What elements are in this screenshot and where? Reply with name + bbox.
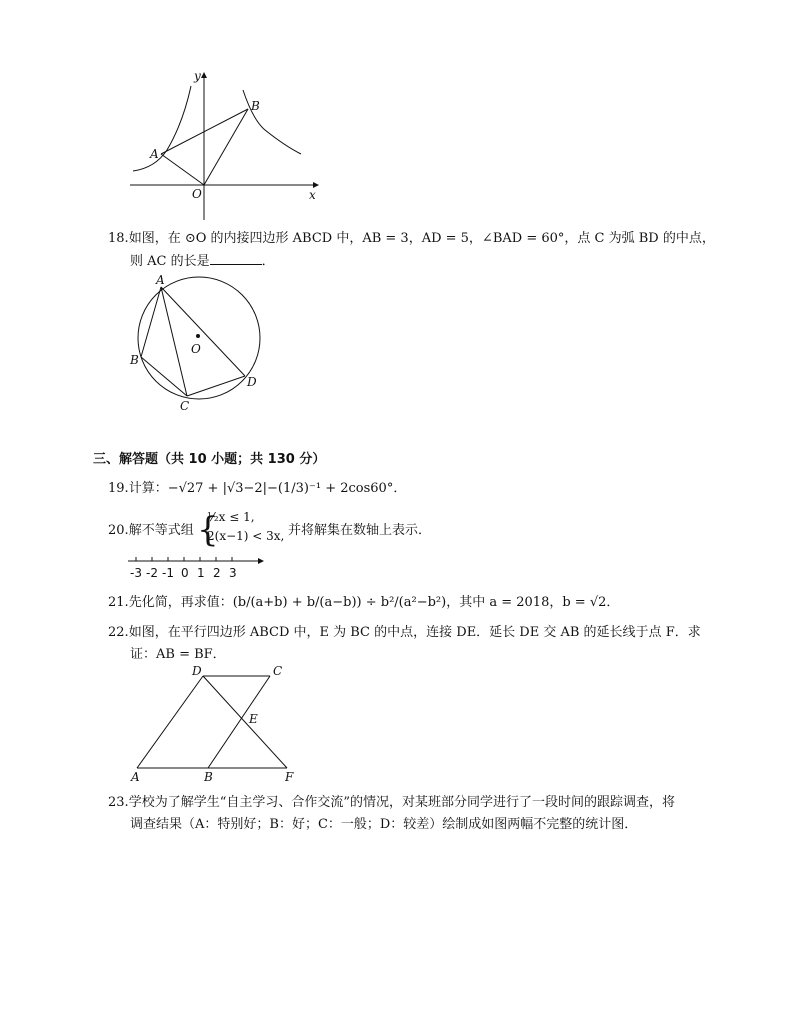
section-3-title: 三、解答题（共 10 小题；共 130 分） — [93, 452, 326, 467]
q20-inequality-2: 2(x−1) < 3x, — [207, 529, 285, 543]
label-A: A — [131, 770, 140, 784]
label-F: F — [285, 770, 294, 784]
q18-figure — [125, 272, 275, 414]
segment-AD — [137, 676, 203, 768]
number-line-tick-label: 0 — [181, 566, 189, 580]
q18-text-line1: 如图，在 ⊙O 的内接四边形 ABCD 中，AB = 3，AD = 5，∠BAD = 60°，点 C 为弧 BD 的中点， — [128, 231, 715, 246]
segment-AC — [161, 287, 187, 396]
number-line-tick-label: 3 — [229, 566, 237, 580]
q23-number: 23. — [108, 795, 129, 810]
q21-text: 先化简，再求值：(b/(a+b) + b/(a−b)) ÷ b²/(a²−b²)，其中 a = 2018，b = √2． — [128, 595, 620, 610]
number-line-tick-label: 2 — [213, 566, 221, 580]
number-line-tick-label: -2 — [146, 566, 158, 580]
segment-BC — [141, 357, 187, 396]
q19-text: 计算：−√27 + |√3−2|−(1/3)⁻¹ + 2cos60°． — [128, 481, 407, 496]
circle-O — [138, 277, 260, 399]
label-B: B — [204, 770, 213, 784]
q19 — [108, 478, 406, 500]
segment-DA — [161, 287, 245, 376]
label-A: A — [150, 147, 159, 161]
q20-inequality-1: ½x ≤ 1, — [207, 510, 255, 524]
number-line — [128, 552, 268, 582]
label-y: y — [194, 69, 201, 83]
label-x: x — [309, 188, 316, 202]
label-B: B — [130, 353, 139, 367]
q22-number: 22. — [108, 625, 129, 640]
segment-AB — [141, 287, 161, 357]
q22-line1 — [108, 622, 701, 644]
number-line-arrow-icon — [258, 558, 264, 564]
q20-post-text: 并将解集在数轴上表示． — [288, 523, 432, 538]
segment-AO — [161, 154, 204, 185]
label-E: E — [249, 712, 258, 726]
label-C: C — [180, 399, 190, 413]
label-D: D — [247, 375, 257, 389]
q19-number: 19. — [108, 481, 129, 496]
label-O: O — [192, 187, 202, 201]
q20-number-pre — [108, 520, 194, 542]
q20-number: 20. — [108, 523, 129, 538]
q21-number: 21. — [108, 595, 129, 610]
left-hyperbola-branch — [133, 86, 191, 171]
number-line-tick-label: -3 — [130, 566, 142, 580]
q17-figure — [125, 68, 325, 224]
q23-line1 — [108, 792, 675, 814]
label-O: O — [191, 342, 201, 356]
q18-text-line2: 则 AC 的长是 — [130, 254, 210, 269]
q20-brace: { — [197, 510, 219, 550]
number-line-tick-label: -1 — [162, 566, 174, 580]
label-B: B — [251, 99, 260, 113]
q22-figure — [125, 664, 300, 784]
y-axis-arrow-icon — [201, 72, 207, 78]
q18-answer-blank[interactable] — [210, 250, 262, 265]
q22-line2: 证：AB = BF． — [130, 647, 226, 662]
q18-line1 — [108, 228, 715, 250]
q18-line2 — [130, 250, 275, 273]
label-A: A — [156, 273, 165, 287]
q21 — [108, 592, 619, 614]
number-line-tick-label: 1 — [197, 566, 205, 580]
q23-line2: 调查结果（A：特别好；B：好；C：一般；D：较差）绘制成如图两幅不完整的统计图． — [130, 817, 638, 832]
center-point-O — [196, 334, 200, 338]
q18-period: ． — [261, 254, 275, 269]
q22-text-line1: 如图，在平行四边形 ABCD 中，E 为 BC 的中点，连接 DE．延长 DE 交 AB 的延长线于点 F．求 — [128, 625, 701, 640]
segment-BC — [208, 676, 270, 768]
label-D: D — [192, 664, 202, 678]
q23-text-line1: 学校为了解学生“自主学习、合作交流”的情况，对某班部分同学进行了一段时间的跟踪调查，将 — [128, 795, 675, 810]
q20-pre-text: 解不等式组 — [128, 523, 194, 538]
q18-number: 18. — [108, 231, 129, 246]
segment-DF — [203, 676, 287, 768]
label-C: C — [273, 664, 283, 678]
